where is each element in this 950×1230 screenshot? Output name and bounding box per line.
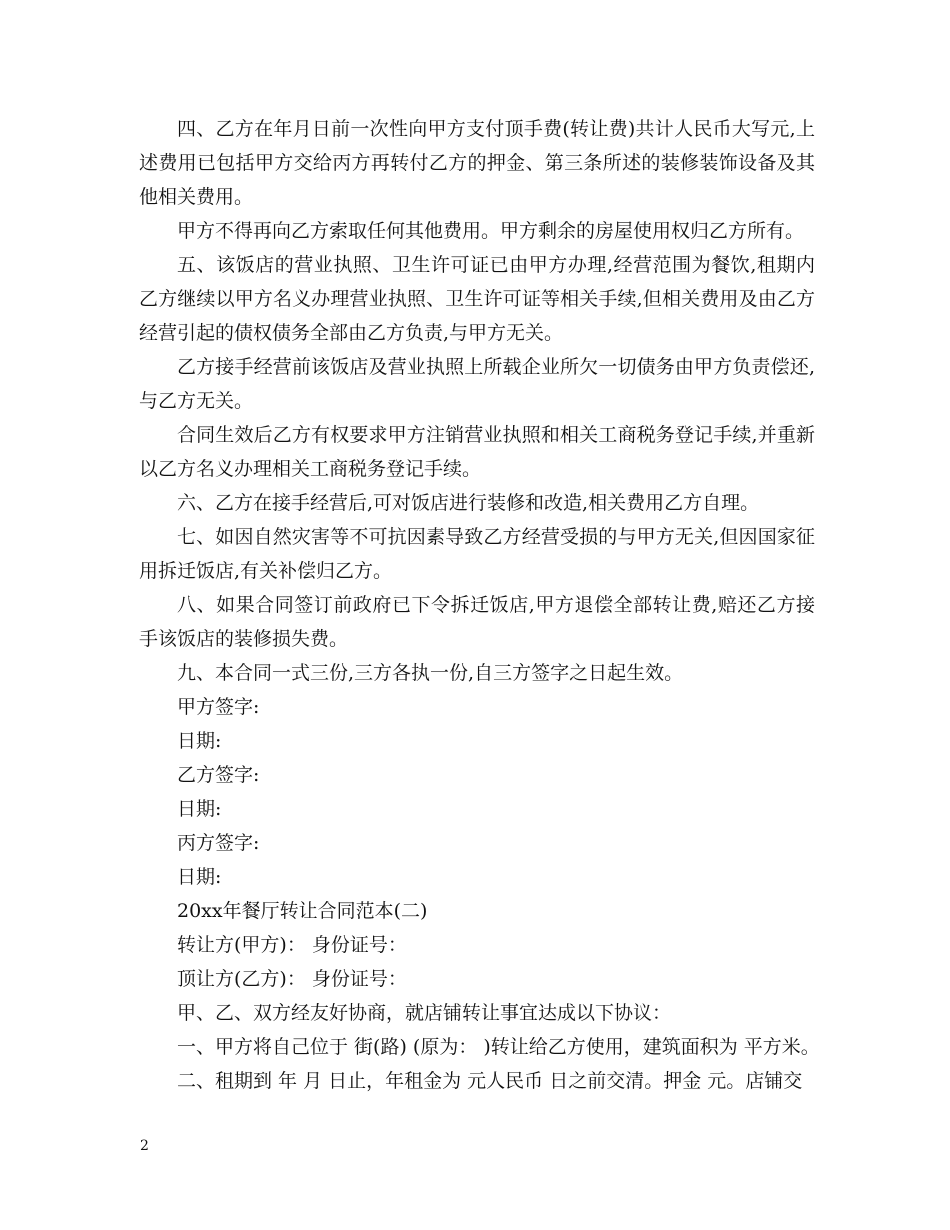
clause-9-paragraph: 九、本合同一式三份,三方各执一份,自三方签字之日起生效。 <box>177 662 684 684</box>
clause-5-registration-paragraph: 合同生效后乙方有权要求甲方注销营业执照和相关工商税务登记手续,并重新以乙方名义办理相关工商税务登记手续。 <box>139 424 815 480</box>
party-c-signature-line: 丙方签字: <box>177 832 260 854</box>
transferee-line: 顶让方(乙方)： 身份证号： <box>177 968 407 990</box>
party-c-date-line: 日期: <box>177 866 222 888</box>
clause-4-note-paragraph: 甲方不得再向乙方索取任何其他费用。甲方剩余的房屋使用权归乙方所有。 <box>177 220 805 242</box>
document-body <box>139 112 820 1098</box>
party-a-signature-line: 甲方签字: <box>177 696 260 718</box>
second-contract-clause-1: 一、甲方将自己位于 街(路) (原为： )转让给乙方使用，建筑面积为 平方米。 <box>177 1036 820 1058</box>
party-b-date-line: 日期: <box>177 798 222 820</box>
clause-8-paragraph: 八、如果合同签订前政府已下令拆迁饭店,甲方退偿全部转让费,赔还乙方接手该饭店的装修损失费。 <box>139 594 815 650</box>
party-a-date-line: 日期: <box>177 730 222 752</box>
clause-4-paragraph: 四、乙方在年月日前一次性向甲方支付顶手费(转让费)共计人民币大写元,上述费用已包括甲方交给丙方再转付乙方的押金、第三条所述的装修装饰设备及其他相关费用。 <box>139 118 815 208</box>
clause-6-paragraph: 六、乙方在接手经营后,可对饭店进行装修和改造,相关费用乙方自理。 <box>177 492 760 514</box>
second-contract-clause-2: 二、租期到 年 月 日止，年租金为 元人民币 日之前交清。押金 元。店铺交 <box>177 1070 803 1092</box>
second-contract-title: 20xx年餐厅转让合同范本(二) <box>177 900 428 922</box>
agreement-intro-line: 甲、乙、双方经友好协商，就店铺转让事宜达成以下协议： <box>177 1002 672 1024</box>
clause-5-paragraph: 五、该饭店的营业执照、卫生许可证已由甲方办理,经营范围为餐饮,租期内乙方继续以甲方名义办理营业执照、卫生许可证等相关手续,但相关费用及由乙方经营引起的债权债务全部由乙方负责,与甲方无关。 <box>139 254 815 344</box>
clause-5-debt-paragraph: 乙方接手经营前该饭店及营业执照上所载企业所欠一切债务由甲方负责偿还,与乙方无关。 <box>139 356 815 412</box>
party-b-signature-line: 乙方签字: <box>177 764 260 786</box>
clause-7-paragraph: 七、如因自然灾害等不可抗因素导致乙方经营受损的与甲方无关,但因国家征用拆迁饭店,有关补偿归乙方。 <box>139 526 815 582</box>
page-number: 2 <box>140 1138 149 1154</box>
transferor-line: 转让方(甲方)： 身份证号： <box>177 934 407 956</box>
